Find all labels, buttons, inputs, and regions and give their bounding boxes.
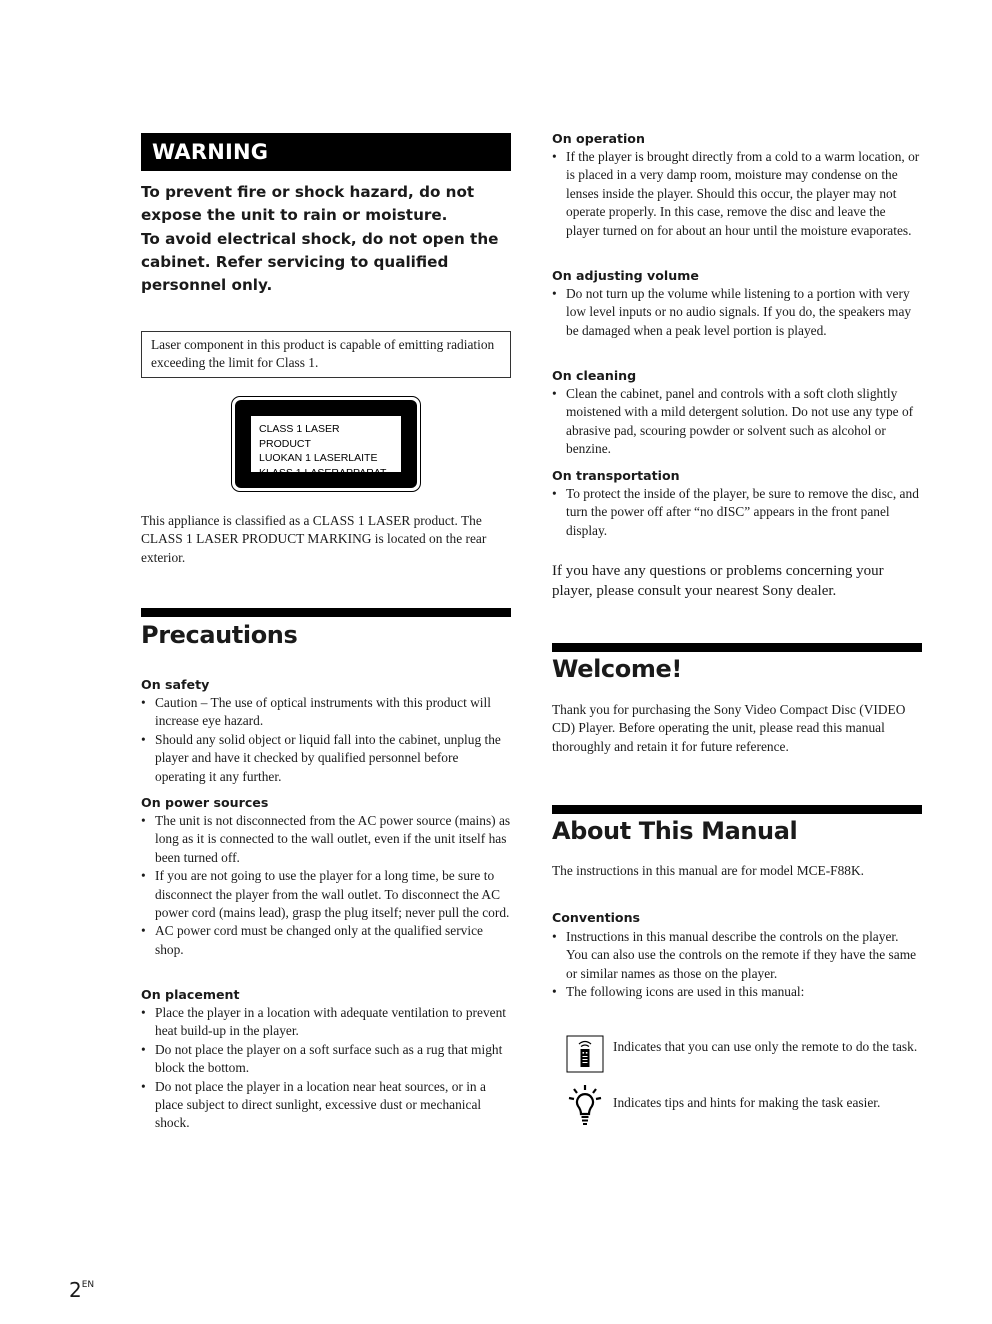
warning-heading: WARNING [141,133,511,171]
remote-icon-text: Indicates that you can use only the remote to do the task. [613,1039,918,1054]
label-line-2: LUOKAN 1 LASERLAITE [259,452,378,464]
on-transport-title: On transportation [552,468,680,483]
label-line-3: KLASS 1 LASERAPPARAT [259,466,387,479]
list-item: • To protect the inside of the player, be sure to remove the disc, and turn the power off after “no dISC” appears in the front panel display. [552,485,922,540]
list-item: • Do not turn up the volume while listening to a portion with very low level inputs or no audio signals. If you do, the speakers may be damaged when a peak level portion is played. [552,285,922,340]
label-line-1: CLASS 1 LASER PRODUCT [259,423,340,450]
on-power-title: On power sources [141,795,269,810]
conventions-title: Conventions [552,910,641,925]
page-number: $2^{EN}$ [69,1278,95,1302]
tip-icon-text: Indicates tips and hints for making the task easier. [613,1095,881,1110]
precautions-heading: Precautions [141,621,298,649]
class1-laser-label [231,396,421,492]
on-operation-list [552,148,922,240]
on-cleaning-title: On cleaning [552,368,637,383]
warning-line-2: To avoid electrical shock, do not open the cabinet. Refer servicing to qualified personnel only. [141,229,499,295]
list-item: • Should any solid object or liquid fall into the cabinet, unplug the player and have it checked by qualified personnel before operating it any further. [141,731,511,786]
about-rule [552,805,922,814]
on-volume-list [552,285,922,340]
on-operation-title: On operation [552,131,645,146]
warning-text [141,181,513,297]
on-power-list [141,812,511,959]
remote-icon-row [566,1035,922,1075]
tip-icon-row [566,1084,922,1128]
on-volume-title: On adjusting volume [552,268,699,283]
on-transport-list [552,485,922,540]
questions-text: If you have any questions or problems concerning your player, please consult your nearest Sony dealer. [552,563,884,599]
list-item: • Clean the cabinet, panel and controls with a soft cloth slightly moistened with a mild detergent solution. Do not use any type of abrasive pad, scouring powder or solvent such as alcohol or benzine. [552,385,922,459]
welcome-rule [552,643,922,652]
about-heading: About This Manual [552,817,798,845]
list-item: • The following icons are used in this manual: [552,983,922,1001]
conventions-list [552,928,922,1002]
list-item: • Place the player in a location with adequate ventilation to prevent heat build-up in the player. [141,1004,511,1041]
on-placement-list [141,1004,511,1133]
list-item: • Do not place the player on a soft surface such as a rug that might block the bottom. [141,1041,511,1078]
lightbulb-tip-icon [566,1084,604,1128]
page-suffix: EN [81,1280,95,1290]
list-item: • Do not place the player in a location near heat sources, or in a place subject to direct sunlight, excessive dust or mechanical shock. [141,1078,511,1133]
welcome-heading: Welcome! [552,655,682,683]
on-safety-title: On safety [141,677,210,692]
on-safety-list [141,694,511,786]
laser-notice-box [141,331,511,378]
welcome-text: Thank you for purchasing the Sony Video Compact Disc (VIDEO CD) Player. Before operating the unit, please read this manual thoroughly and retain it for future reference. [552,702,906,754]
remote-only-icon [566,1035,604,1073]
laser-notice-text: Laser component in this product is capable of emitting radiation exceeding the limit for Class 1. [151,337,495,371]
list-item: • If the player is brought directly from a cold to a warm location, or is placed in a very damp room, moisture may condense on the lenses inside the player. Should this occur, the player may not operate properly. In this case, remove the disc and leave the player turned on for about an hour until the moisture evaporates. [552,148,922,240]
list-item: • If you are not going to use the player for a long time, be sure to disconnect the player from the wall outlet. To disconnect the AC power cord (mains lead), grasp the plug itself; never pull the cord. [141,867,511,922]
warning-line-1: To prevent fire or shock hazard, do not expose the unit to rain or moisture. [141,183,475,225]
list-item: • Instructions in this manual describe the controls on the player. You can also use the controls on the remote if they have the same or similar names as those on the player. [552,928,922,983]
list-item: • The unit is not disconnected from the AC power source (mains) as long as it is connected to the wall outlet, even if the unit itself has been turned off. [141,812,511,867]
classification-text: This appliance is classified as a CLASS 1 LASER product. The CLASS 1 LASER PRODUCT MARKING is located on the rear exterior. [141,513,487,565]
list-item: • AC power cord must be changed only at the qualified service shop. [141,922,511,959]
on-cleaning-list [552,385,922,459]
on-placement-title: On placement [141,987,240,1002]
list-item: • Caution – The use of optical instruments with this product will increase eye hazard. [141,694,511,731]
precautions-rule [141,608,511,617]
about-text: The instructions in this manual are for model MCE-F88K. [552,863,865,878]
